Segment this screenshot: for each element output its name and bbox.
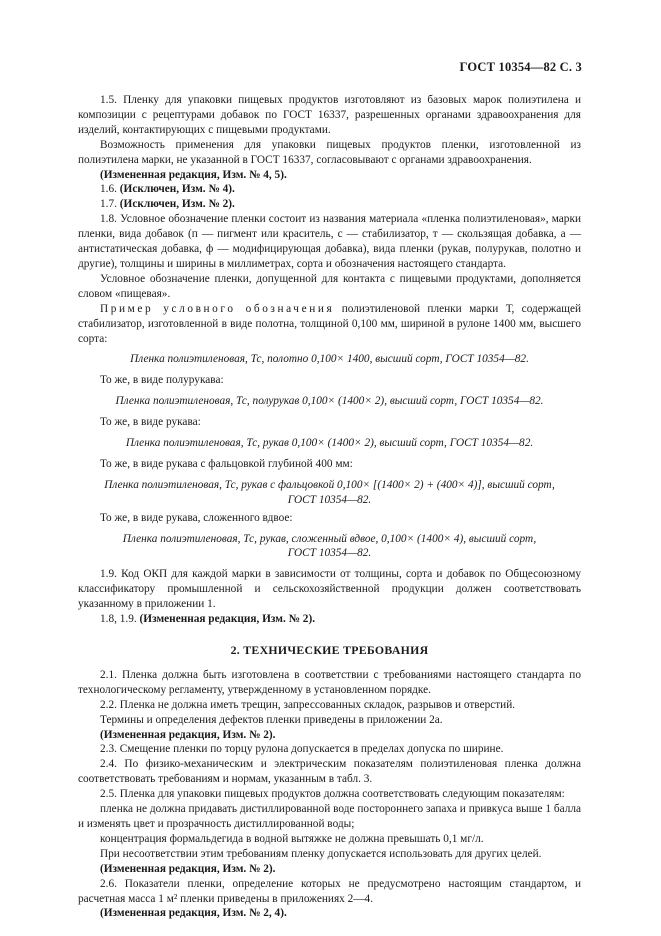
example-description: полиэтиленовой пленки марки Т, содержащей стабилизатор, изготовленной в виде полотна, толщиной 0,100 мм, шириной в рулоне 1400 мм, высшего сорта: xyxy=(78,302,582,345)
clause-number: 1.7. xyxy=(100,198,117,211)
revision-note xyxy=(78,612,581,627)
example-designation-4 xyxy=(78,478,581,508)
example-line: Пленка полиэтиленовая, Тс, рукав, сложенный вдвое, 0,100× (1400× 4), высший сорт, xyxy=(122,532,537,545)
paragraph-1-6 xyxy=(78,182,581,197)
revision-note: (Измененная редакция, Изм. № 2, 4). xyxy=(100,907,287,920)
paragraph-2-4: 2.4. По физико-механическим и электрическим показателям полиэтиленовая пленка должна соответствовать требованиям и нормам, указанным в табл. 3. xyxy=(78,758,581,786)
paragraph-2-5-item-b: концентрация формальдегида в водной вытяжке не должна превышать 0,1 мг/л. xyxy=(100,832,484,845)
paragraph-2-3: 2.3. Смещение пленки по торцу рулона допускается в пределах допуска по ширине. xyxy=(100,743,504,756)
same-line-3: То же, в виде рукава с фальцовкой глубиной 400 мм: xyxy=(100,457,353,470)
paragraph-1-5-continuation: Возможность применения для упаковки пищевых продуктов пленки, изготовленной из полиэтилена марки, не указанной в ГОСТ 16337, согласовывают с органами здравоохранения. xyxy=(78,138,581,166)
paragraph-1-8-continuation: Условное обозначение пленки, допущенной для контакта с пищевыми продуктами, дополняется словом «пищевая». xyxy=(78,272,581,300)
example-designation-2: Пленка полиэтиленовая, Тс, полурукав 0,100× (1400× 2), высший сорт, ГОСТ 10354—82. xyxy=(115,395,544,408)
example-line: ГОСТ 10354—82. xyxy=(287,547,372,560)
paragraph-1-5: 1.5. Пленку для упаковки пищевых продуктов изготовляют из базовых марок полиэтилена и композиции с рецептурами добавок по ГОСТ 16337, разрешенных органами здравоохранения для изделий, контактирующих с пищевыми продуктами. xyxy=(78,94,581,136)
page-header: ГОСТ 10354—82 С. 3 xyxy=(459,60,582,74)
paragraph-2-5: 2.5. Пленка для упаковки пищевых продуктов должна соответствовать следующим показателям: xyxy=(100,788,565,801)
example-designation-3: Пленка полиэтиленовая, Тс, рукав 0,100× (1400× 2), высший сорт, ГОСТ 10354—82. xyxy=(125,437,534,450)
same-line-4: То же, в виде рукава, сложенного вдвое: xyxy=(100,511,293,524)
paragraph-1-8: 1.8. Условное обозначение пленки состоит из названия материала «пленка полиэтиленовая», марки пленки, вида добавок (п — пигмент или краситель, с — стабилизатор, т — скользящая добавка, а — антистатическая добавка, ф — модифицирующая добавка), вида пленки (рукав, полурукав, полотно и другие), толщины и ширины в миллиметрах, сорта и обозначения настоящего стандарта. xyxy=(78,213,581,270)
paragraph-1-9: 1.9. Код ОКП для каждой марки в зависимости от толщины, сорта и добавок по Общесоюзному классификатору промышленной и сельскохозяйственной продукции должен соответствовать указанному в приложении 1. xyxy=(78,568,581,611)
paragraph-2-5-item-a: пленка не должна придавать дистиллированной воде постороннего запаха и привкуса выше 1 балла и изменять цвет и прозрачность дистиллированной воды; xyxy=(78,803,581,830)
paragraph-2-2: 2.2. Пленка не должна иметь трещин, запрессованных складок, разрывов и отверстий. xyxy=(100,698,516,711)
same-line-1: То же, в виде полурукава: xyxy=(100,374,224,387)
paragraph-2-2-continuation: Термины и определения дефектов пленки приведены в приложении 2а. xyxy=(100,713,443,726)
example-label: Пример условного обозначения xyxy=(100,302,335,315)
section-heading: 2. ТЕХНИЧЕСКИЕ ТРЕБОВАНИЯ xyxy=(230,643,429,657)
example-line: ГОСТ 10354—82. xyxy=(287,493,372,506)
example-designation-1: Пленка полиэтиленовая, Тс, полотно 0,100× 1400, высший сорт, ГОСТ 10354—82. xyxy=(130,353,529,366)
excluded-note: (Исключен, Изм. № 4). xyxy=(119,183,235,196)
paragraph-2-6: 2.6. Показатели пленки, определение которых не предусмотрено настоящим стандартом, и расчетная масса 1 м² пленки приведены в приложениях 2—4. xyxy=(78,877,581,905)
clause-number: 1.6. xyxy=(100,183,117,196)
example-line: Пленка полиэтиленовая, Тс, рукав с фальцовкой 0,100× [(1400× 2) + (400× 4)], высший сорт, xyxy=(104,478,555,491)
clause-number: 1.8, 1.9. xyxy=(100,613,137,626)
paragraph-1-7 xyxy=(78,197,581,212)
paragraph-2-5-note: При несоответствии этим требованиям пленку допускается использовать для других целей. xyxy=(100,847,542,860)
example-designation-5 xyxy=(78,532,581,562)
revision-text: (Измененная редакция, Изм. № 2). xyxy=(139,613,316,626)
revision-note: (Измененная редакция, Изм. № 2). xyxy=(100,728,276,741)
revision-note: (Измененная редакция, Изм. № 4, 5). xyxy=(100,168,287,181)
example-intro xyxy=(78,302,581,347)
excluded-note: (Исключен, Изм. № 2). xyxy=(119,198,235,211)
same-line-2: То же, в виде рукава: xyxy=(100,416,201,429)
revision-note: (Измененная редакция, Изм. № 2). xyxy=(100,862,276,875)
document-body xyxy=(78,93,581,921)
paragraph-2-1: 2.1. Пленка должна быть изготовлена в соответствии с требованиями настоящего стандарта по технологическому регламенту, утвержденному в установленном порядке. xyxy=(78,668,581,696)
